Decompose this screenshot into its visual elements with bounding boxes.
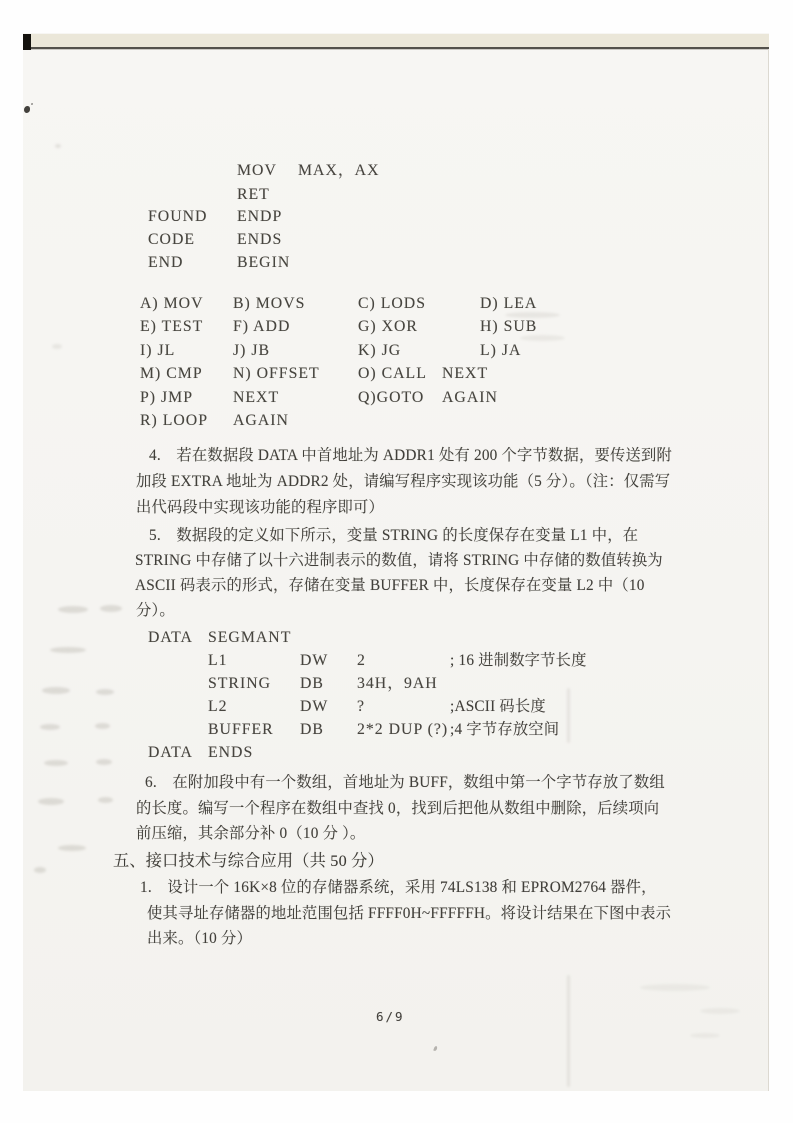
- option-item: J) JB: [233, 342, 271, 359]
- dataseg-comment: ;4 字节存放空间: [450, 721, 560, 738]
- scan-artifact: [40, 724, 60, 730]
- option-item: M) CMP: [140, 365, 203, 382]
- scan-artifact: [31, 103, 33, 105]
- question-5-line: STRING 中存储了以十六进制表示的数值，请将 STRING 中存储的数值转换为: [135, 552, 663, 569]
- asm-label: END: [148, 254, 184, 271]
- scan-edge-line: [23, 49, 769, 50]
- question-5-line: 5. 数据段的定义如下所示，变量 STRING 的长度保存在变量 L1 中，在: [149, 527, 639, 544]
- dataseg-variable: L2: [208, 698, 228, 715]
- scan-artifact: [100, 605, 122, 612]
- scan-artifact: [505, 312, 560, 318]
- scan-artifact: [55, 144, 61, 148]
- scan-artifact: [96, 689, 114, 695]
- question-4-line: 加段 EXTRA 地址为 ADDR2 处，请编写程序实现该功能（5 分）。（注：仅需写: [136, 473, 671, 490]
- option-item: R) LOOP: [140, 412, 208, 429]
- scan-artifact: [52, 344, 62, 349]
- dataseg-directive: DW: [300, 652, 329, 669]
- question-5-line: 分）。: [136, 602, 175, 619]
- dataseg-directive: SEGMANT: [208, 629, 292, 646]
- option-item: N) OFFSET: [233, 365, 320, 382]
- question-4-line: 4. 若在数据段 DATA 中首地址为 ADDR1 处有 200 个字节数据，要传送到附: [149, 447, 673, 464]
- question-4-line: 出代码段中实现该功能的程序即可）: [136, 499, 384, 516]
- scan-artifact: [700, 1008, 740, 1014]
- section-5-heading: 五、接口技术与综合应用（共 50 分）: [113, 852, 384, 870]
- scan-artifact: [98, 797, 113, 803]
- option-item: G) XOR: [358, 318, 418, 335]
- dataseg-directive: DB: [300, 721, 324, 738]
- option-item: B) MOVS: [233, 295, 306, 312]
- scan-artifact: [520, 335, 565, 341]
- asm-operand: MAX，AX: [298, 162, 380, 179]
- asm-label: FOUND: [148, 208, 208, 225]
- scan-artifact: [42, 687, 70, 694]
- asm-opcode: ENDS: [237, 231, 283, 248]
- option-item-operand: NEXT: [233, 389, 280, 406]
- option-item: E) TEST: [140, 318, 204, 335]
- option-item: P) JMP: [140, 389, 193, 406]
- dataseg-directive: DW: [300, 698, 329, 715]
- question-6-line: 前压缩，其余部分补 0（10 分 ）。: [136, 825, 366, 842]
- asm-opcode: ENDP: [237, 208, 283, 225]
- option-item: A) MOV: [140, 295, 204, 312]
- option-item-operand: NEXT: [442, 365, 489, 382]
- option-item: D) LEA: [480, 295, 538, 312]
- dataseg-variable: STRING: [208, 675, 272, 692]
- dataseg-variable: L1: [208, 652, 228, 669]
- dataseg-value: 2*2 DUP (?): [357, 721, 449, 738]
- option-item: I) JL: [140, 342, 176, 359]
- dataseg-value: ?: [357, 698, 366, 715]
- dataseg-value: 2: [357, 652, 366, 669]
- option-item-operand: AGAIN: [233, 412, 289, 429]
- question-6-line: 的长度。编写一个程序在数组中查找 0，找到后把他从数组中删除，后续项向: [136, 800, 660, 817]
- scan-artifact: [95, 723, 110, 729]
- scan-artifact: [50, 647, 86, 653]
- asm-opcode: MOV: [237, 162, 277, 179]
- dataseg-variable: BUFFER: [208, 721, 274, 738]
- scan-artifact: [567, 975, 570, 1087]
- dataseg-comment: ; 16 进制数字节长度: [450, 652, 587, 669]
- section5-q1-line: 出来。（10 分）: [147, 930, 253, 947]
- dataseg-comment: ;ASCII 码长度: [450, 698, 546, 715]
- scan-corner-mark: [23, 34, 31, 50]
- dataseg-directive: ENDS: [208, 744, 254, 761]
- option-item: L) JA: [480, 342, 522, 359]
- dataseg-label: DATA: [148, 629, 193, 646]
- scan-artifact: [640, 984, 710, 991]
- scan-artifact: [58, 606, 88, 613]
- option-item: F) ADD: [233, 318, 291, 335]
- dataseg-directive: DB: [300, 675, 324, 692]
- section5-q1-line: 1. 设计一个 16K×8 位的存储器系统，采用 74LS138 和 EPROM2764 器件，: [140, 879, 657, 896]
- question-5-line: ASCII 码表示的形式，存储在变量 BUFFER 中，长度保存在变量 L2 中（10: [135, 577, 645, 594]
- scan-artifact: [34, 867, 46, 873]
- scan-artifact: [690, 1033, 720, 1038]
- question-6-line: 6. 在附加段中有一个数组，首地址为 BUFF，数组中第一个字节存放了数组: [145, 774, 665, 791]
- scan-artifact: [96, 759, 112, 765]
- page-number: 6/9: [376, 1009, 405, 1024]
- option-item: C) LODS: [358, 295, 426, 312]
- scan-artifact: [44, 760, 68, 766]
- option-item-operand: AGAIN: [442, 389, 498, 406]
- dataseg-label: DATA: [148, 744, 193, 761]
- option-item: Q)GOTO: [358, 389, 425, 406]
- section5-q1-line: 使其寻址存储器的地址范围包括 FFFF0H~FFFFFH。将设计结果在下图中表示: [147, 905, 672, 922]
- option-item: K) JG: [358, 342, 402, 359]
- dataseg-value: 34H，9AH: [357, 675, 438, 692]
- option-item: H) SUB: [480, 318, 538, 335]
- scan-edge-strip: [23, 34, 769, 47]
- asm-label: CODE: [148, 231, 196, 248]
- asm-opcode: BEGIN: [237, 254, 291, 271]
- asm-opcode: RET: [237, 186, 270, 203]
- scan-artifact: [567, 688, 570, 743]
- scan-artifact: [58, 845, 86, 851]
- option-item: O) CALL: [358, 365, 427, 382]
- scan-edge-line: [768, 49, 769, 1091]
- scan-artifact: [38, 798, 64, 805]
